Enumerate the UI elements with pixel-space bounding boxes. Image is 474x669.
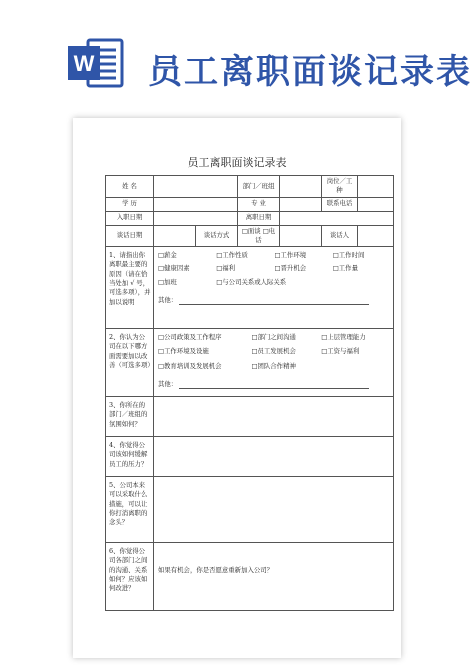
- banner: [0, 0, 474, 104]
- label-leave-date: 离职日期: [238, 211, 280, 225]
- label-education: 学 历: [106, 197, 154, 211]
- spacer-cell: [280, 225, 322, 247]
- label-interview-date: 谈话日期: [106, 225, 154, 247]
- q2-other-label: 其他：: [158, 379, 178, 388]
- q1-option[interactable]: □与公司关系或人际关系: [216, 277, 287, 286]
- value-phone[interactable]: [358, 197, 394, 211]
- q2-other-line[interactable]: [179, 382, 369, 389]
- interview-method-options: [238, 225, 280, 247]
- tel-checkbox[interactable]: □电话: [255, 226, 276, 244]
- q6-answer[interactable]: [154, 543, 394, 611]
- q4-answer[interactable]: [154, 437, 394, 477]
- document-page: [73, 118, 401, 658]
- q1-other-line[interactable]: [179, 298, 369, 305]
- q2-option[interactable]: □上层管理能力: [321, 333, 366, 342]
- label-name: 姓 名: [106, 176, 154, 198]
- q1-option[interactable]: □加班: [158, 277, 177, 286]
- q1-option[interactable]: □晋升机会: [274, 264, 307, 273]
- document-title: 员工离职面谈记录表: [187, 156, 287, 169]
- label-hire-date: 入职日期: [106, 211, 154, 225]
- banner-title: 员工离职面谈记录表: [148, 52, 472, 92]
- q1-other: [156, 290, 391, 307]
- word-icon-letter: W: [73, 51, 95, 76]
- q2-answer-cell: [154, 329, 394, 397]
- q2-option[interactable]: □部门之间沟通: [251, 333, 296, 342]
- face-checkbox[interactable]: □面谈: [241, 226, 261, 235]
- q2-option[interactable]: □教育培训及发展机会: [158, 361, 222, 370]
- word-document-icon: [66, 34, 124, 92]
- interview-form-table: [105, 175, 394, 611]
- q1-option[interactable]: □薪金: [158, 251, 177, 260]
- q1-option[interactable]: □工作时间: [332, 251, 365, 260]
- value-name[interactable]: [154, 176, 238, 198]
- value-interview-date[interactable]: [154, 225, 196, 247]
- label-dept: 部门／班组: [238, 176, 280, 198]
- q1-other-label: 其他：: [158, 295, 178, 304]
- q5-answer[interactable]: [154, 477, 394, 543]
- q1-options: [156, 248, 391, 290]
- label-major: 专 业: [238, 197, 280, 211]
- question-5: 5、公司本来可以采取什么措施，可以让你打消离职的念头？: [106, 477, 154, 543]
- value-hire-date[interactable]: [154, 211, 238, 225]
- q2-option[interactable]: □公司政策及工作程序: [158, 333, 222, 342]
- value-position[interactable]: [358, 176, 394, 198]
- value-leave-date[interactable]: [280, 211, 394, 225]
- q1-option[interactable]: □工作量: [332, 264, 358, 273]
- q1-answer-cell: [154, 247, 394, 329]
- question-6: 6、你觉得公司各部门之间的沟通、关系如何？应该如何改进？: [106, 543, 154, 611]
- label-interview-method: 谈话方式: [196, 225, 238, 247]
- q2-other: [156, 374, 391, 391]
- q1-option[interactable]: □福利: [216, 264, 236, 273]
- value-major[interactable]: [280, 197, 322, 211]
- q2-option[interactable]: □团队合作精神: [251, 361, 296, 370]
- q3-answer[interactable]: [154, 397, 394, 437]
- q2-options: [156, 330, 391, 374]
- question-1: 1、请指出你离职最主要的原因（请在恰当处加 √ 号，可选多项），并加以说明: [106, 247, 154, 329]
- question-3: 3、你所在的部门／班组的氛围如何？: [106, 397, 154, 437]
- q6-note: 如果有机会，你是否愿意重新加入公司？: [158, 566, 274, 575]
- q2-option[interactable]: □工作环境及设施: [158, 347, 209, 356]
- value-interviewer[interactable]: [358, 225, 394, 247]
- q2-option[interactable]: □工资与福利: [321, 347, 360, 356]
- q2-option[interactable]: □员工发展机会: [251, 347, 296, 356]
- label-position: 岗位／工种: [322, 176, 358, 198]
- label-interviewer: 谈话人: [322, 225, 358, 247]
- question-2: 2、你认为公司在以下哪方面需要加以改善（可选多项）: [106, 329, 154, 397]
- question-4: 4、你觉得公司该如何缓解员工的压力？: [106, 437, 154, 477]
- value-dept[interactable]: [280, 176, 322, 198]
- q1-option[interactable]: □工作性质: [216, 251, 248, 260]
- value-education[interactable]: [154, 197, 238, 211]
- q1-option[interactable]: □健康因素: [158, 264, 190, 273]
- label-phone: 联系电话: [322, 197, 358, 211]
- q1-option[interactable]: □工作环境: [274, 251, 307, 260]
